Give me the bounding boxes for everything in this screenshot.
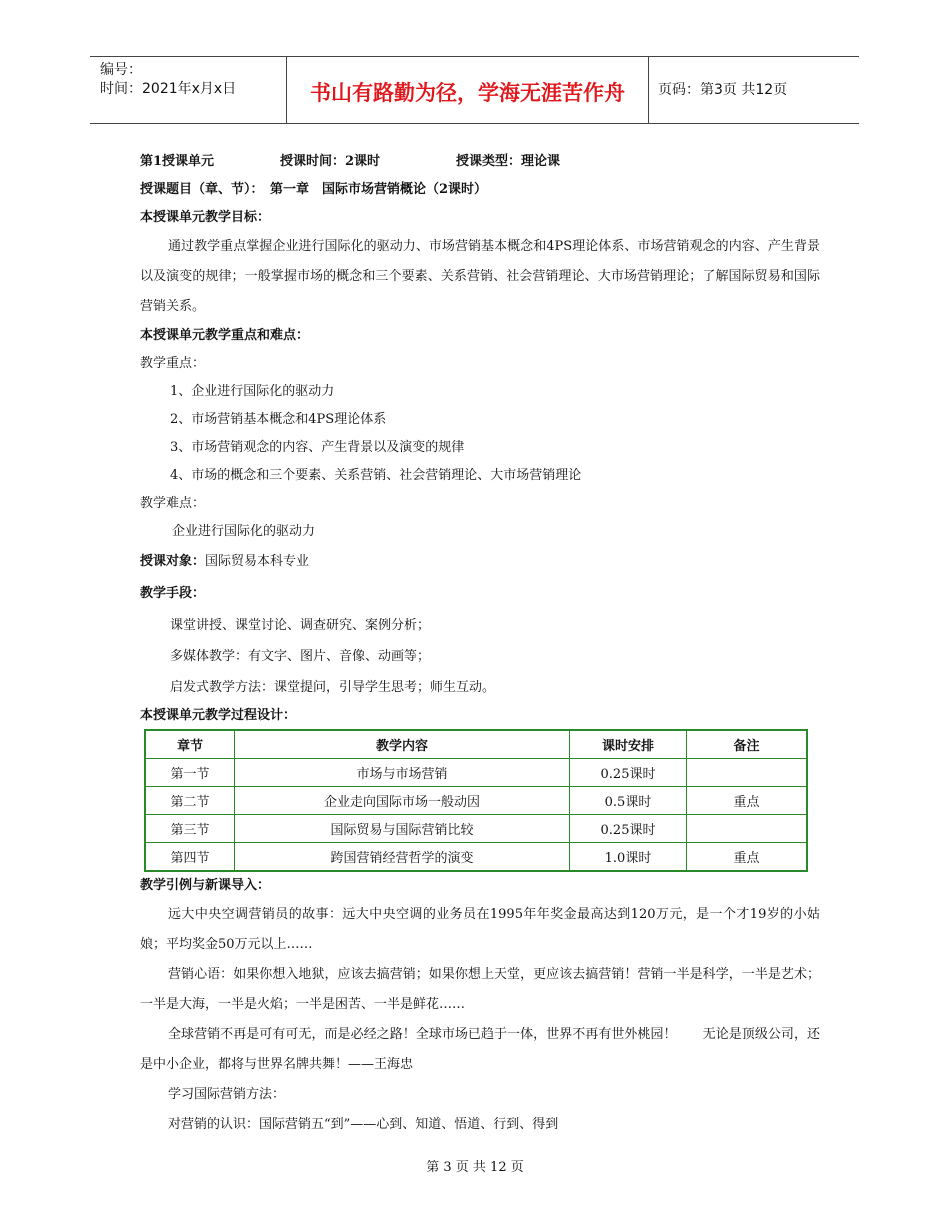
method-item: 启发式教学方法：课堂提问，引导学生思考；师生互动。 (170, 680, 496, 695)
table-row (145, 787, 807, 815)
table-cell: 第三节 (145, 815, 235, 843)
table-cell (687, 815, 808, 843)
unit-meta (140, 148, 820, 176)
table-cell: 1.0课时 (570, 843, 687, 872)
intro-paragraph: 远大中央空调营销员的故事：远大中央空调的业务员在1995年年奖金最高达到120万元，是一个才19岁的小姑娘；平均奖金50万元以上…… (140, 907, 820, 952)
table-header-row (145, 730, 807, 759)
document-body (140, 148, 820, 1140)
methods-heading: 教学手段： (140, 586, 206, 601)
table-cell: 跨国营销经营哲学的演变 (235, 843, 570, 872)
focus-item: 1、企业进行国际化的驱动力 (170, 384, 335, 399)
objectives-heading: 本授课单元教学目标： (140, 210, 271, 225)
intro-paragraph: 营销心语：如果你想入地狱，应该去搞营销；如果你想上天堂，更应该去搞营销！营销一半是科学，一半是艺术；一半是大海，一半是火焰；一半是困苦、一半是鲜花…… (140, 967, 820, 1012)
intro-paragraph: 对营销的认识：国际营销五“到”——心到、知道、悟道、行到、得到 (168, 1117, 559, 1132)
header-page-info: 页码：第3页 共12页 (658, 82, 788, 98)
table-row (145, 843, 807, 872)
table-cell: 企业走向国际市场一般动因 (235, 787, 570, 815)
table-cell: 市场与市场营销 (235, 759, 570, 787)
document-number: 编号： (100, 62, 142, 78)
table-cell: 0.25课时 (570, 815, 687, 843)
intro-heading: 教学引例与新课导入： (140, 878, 271, 893)
method-item: 课堂讲授、课堂讨论、调查研究、案例分析； (170, 618, 431, 633)
table-cell: 第二节 (145, 787, 235, 815)
header-meta (100, 61, 236, 99)
table-cell: 第四节 (145, 843, 235, 872)
unit-type: 授课类型：理论课 (456, 154, 561, 169)
difficulty-label: 教学难点： (140, 496, 206, 511)
audience-label: 授课对象： (140, 554, 206, 569)
focus-item: 3、市场营销观念的内容、产生背景以及演变的规律 (170, 440, 465, 455)
table-cell: 第一节 (145, 759, 235, 787)
unit-topic: 授课题目（章、节）： 第一章 国际市场营销概论（2课时） (140, 182, 488, 197)
process-heading: 本授课单元教学过程设计： (140, 708, 297, 723)
table-cell: 0.5课时 (570, 787, 687, 815)
column-header: 章节 (145, 730, 235, 759)
focus-item: 2、市场营销基本概念和4PS理论体系 (170, 412, 387, 427)
page-header (90, 56, 859, 124)
table-row (145, 815, 807, 843)
column-header: 课时安排 (570, 730, 687, 759)
key-points-heading: 本授课单元教学重点和难点： (140, 328, 310, 343)
method-item: 多媒体教学：有文字、图片、音像、动画等； (170, 649, 431, 664)
header-motto: 书山有路勤为径，学海无涯苦作舟 (310, 81, 625, 105)
focus-item: 4、市场的概念和三个要素、关系营销、社会营销理论、大市场营销理论 (170, 468, 582, 483)
table-cell: 重点 (687, 843, 808, 872)
intro-paragraph: 学习国际营销方法： (168, 1087, 286, 1102)
unit-hours: 授课时间：2课时 (280, 154, 381, 169)
document-date: 时间：2021年x月x日 (100, 81, 237, 97)
focus-label: 教学重点： (140, 356, 206, 371)
table-cell: 国际贸易与国际营销比较 (235, 815, 570, 843)
difficulty-text: 企业进行国际化的驱动力 (172, 524, 316, 539)
table-row (145, 759, 807, 787)
header-divider (648, 57, 649, 123)
objectives-text: 通过教学重点掌握企业进行国际化的驱动力、市场营销基本概念和4PS理论体系、市场营销观念的内容、产生背景以及演变的规律；一般掌握市场的概念和三个要素、关系营销、社会营销理论、大市场营销理论；了解国际贸易和国际营销关系。 (140, 239, 820, 314)
process-table (144, 729, 808, 872)
column-header: 教学内容 (235, 730, 570, 759)
table-cell: 重点 (687, 787, 808, 815)
table-cell (687, 759, 808, 787)
audience-value: 国际贸易本科专业 (205, 554, 310, 569)
page-footer: 第 3 页 共 12 页 (426, 1160, 524, 1175)
table-cell: 0.25课时 (570, 759, 687, 787)
intro-paragraph: 全球营销不再是可有可无，而是必经之路！全球市场已趋于一体，世界不再有世外桃园！ 无论是顶级公司，还是中小企业，都将与世界名牌共舞！——王海忠 (140, 1027, 820, 1072)
audience (140, 546, 820, 578)
unit-number: 第1授课单元 (140, 154, 215, 169)
column-header: 备注 (687, 730, 808, 759)
